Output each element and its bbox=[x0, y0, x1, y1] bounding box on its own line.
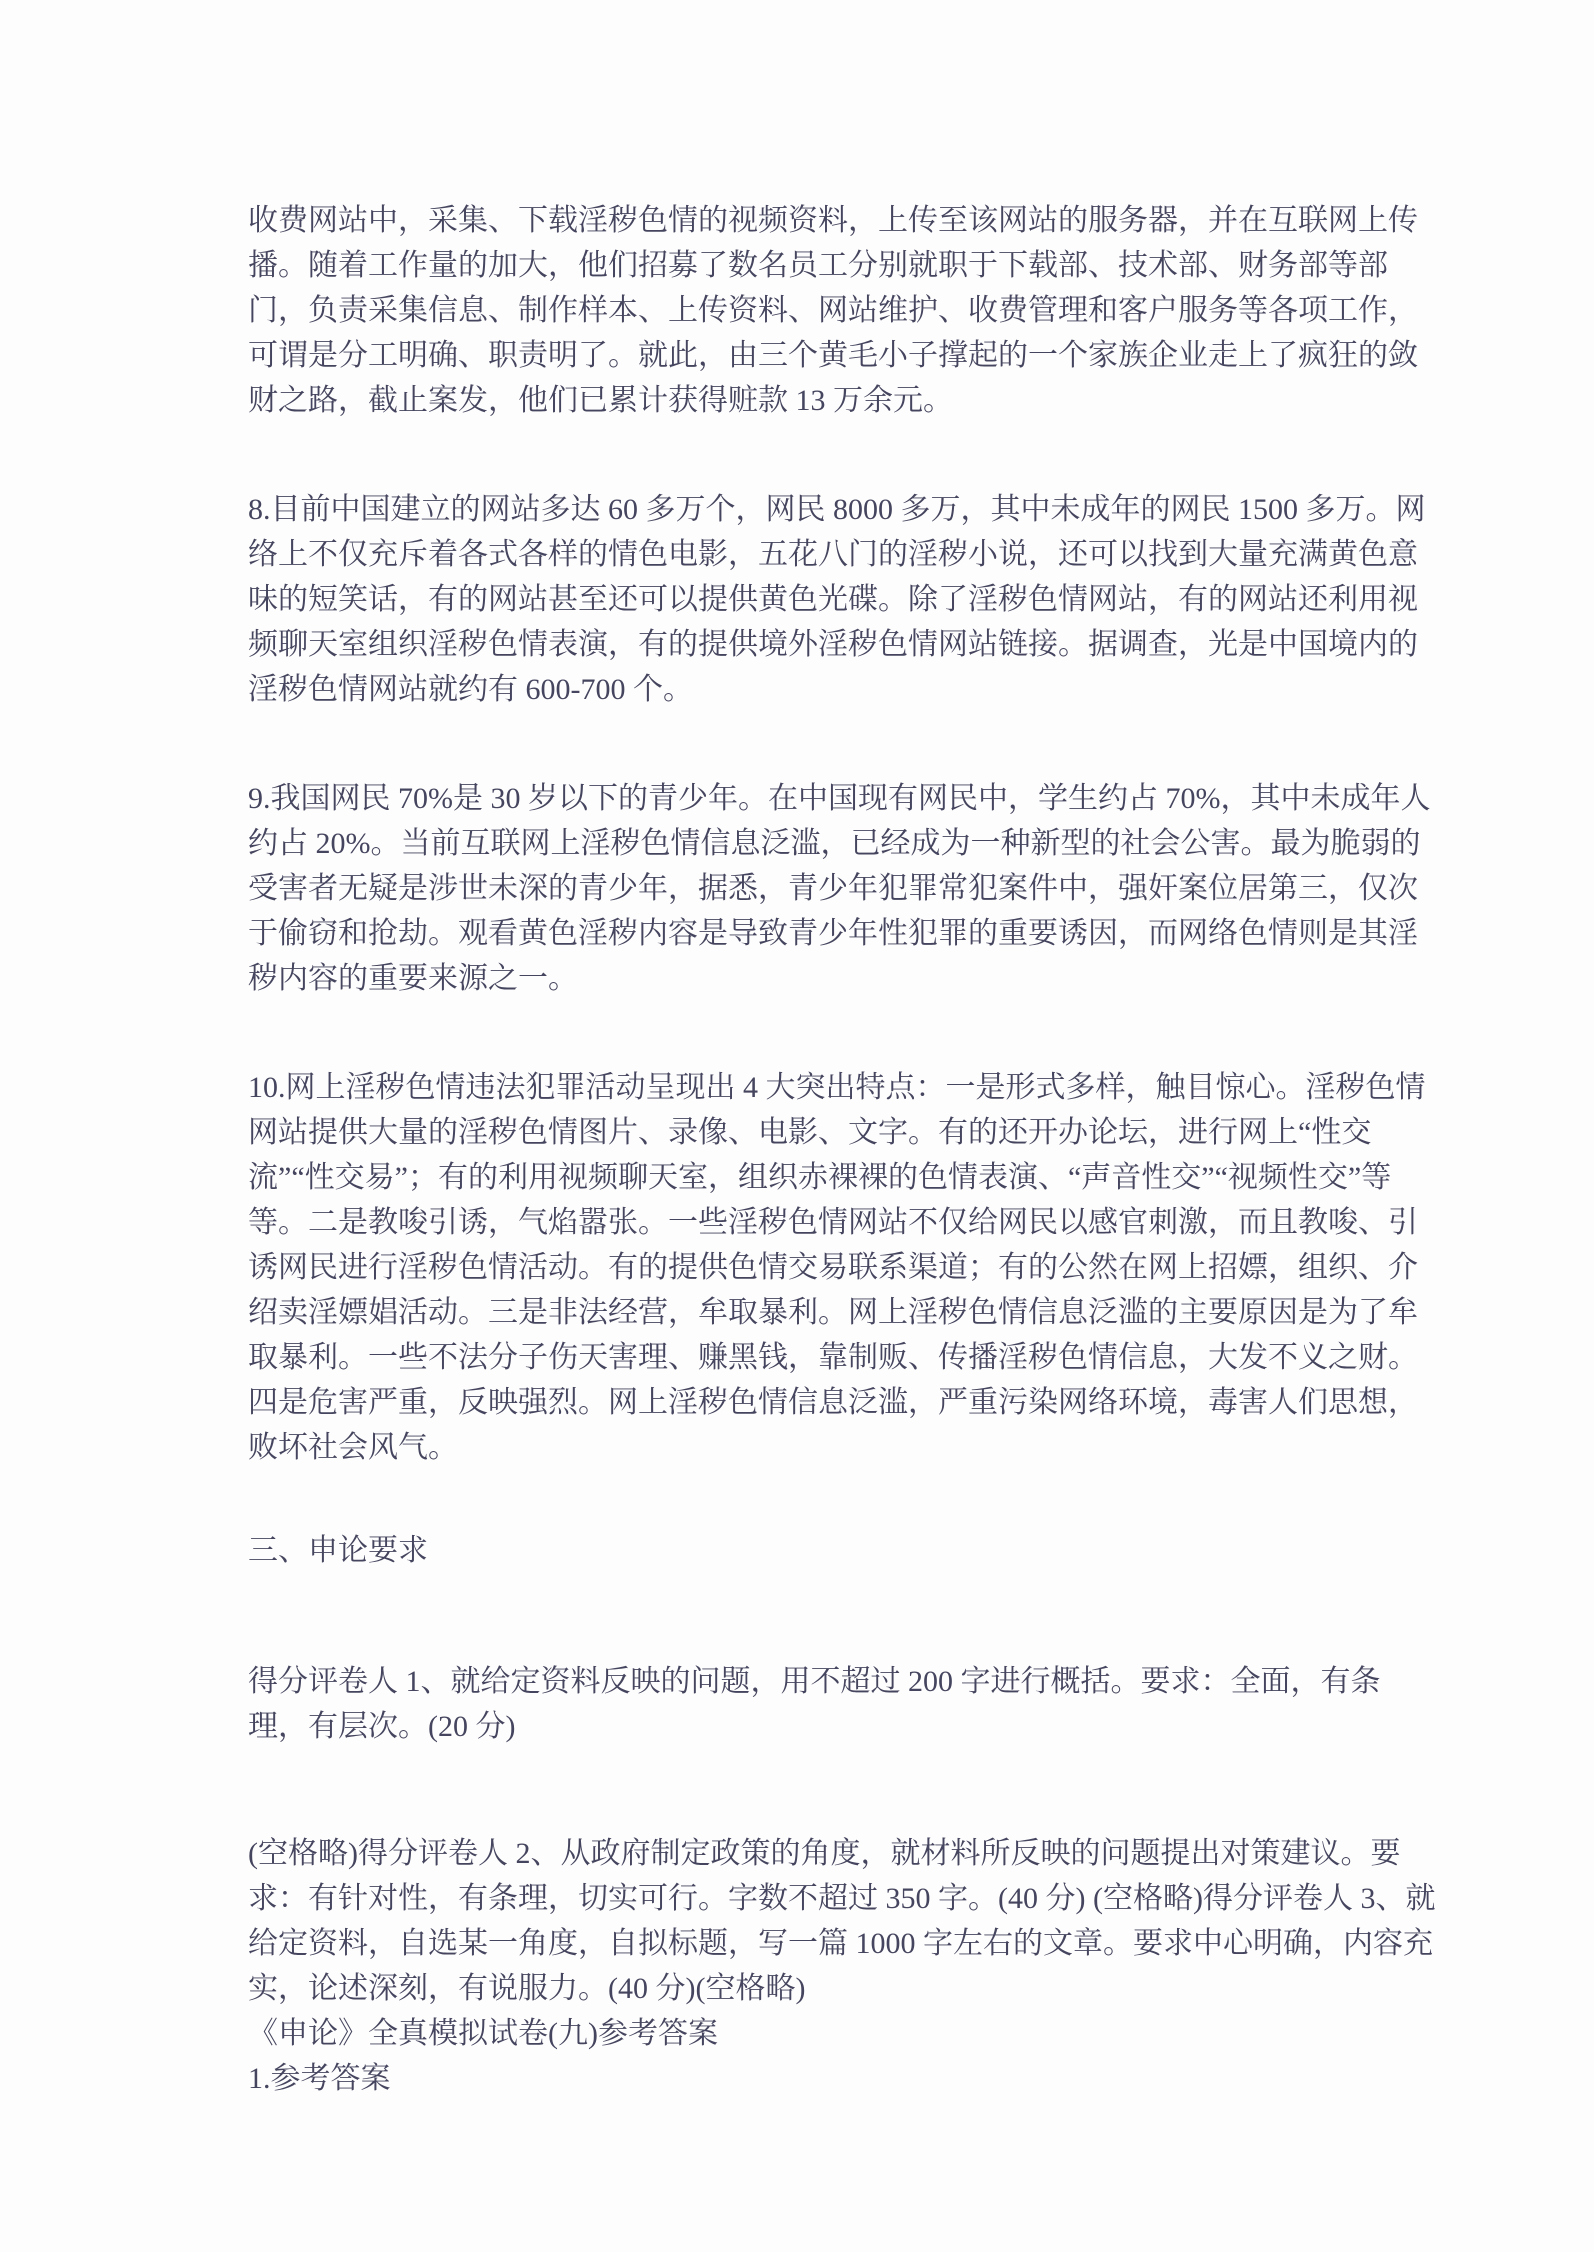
paragraph-material-9: 9.我国网民 70%是 30 岁以下的青少年。在中国现有网民中，学生约占 70%，其中未成年人约占 20%。当前互联网上淫秽色情信息泛滥，已经成为一种新型的社会公害。最为脆弱的受害者无疑是涉世未深的青少年，据悉，青少年犯罪常犯案件中，强奸案位居第三，仅次于偷窃和抢劫。观看黄色淫秽内容是导致青少年性犯罪的重要诱因，而网络色情则是其淫秽内容的重要来源之一。 bbox=[248, 782, 1431, 995]
document-content bbox=[248, 198, 1438, 2101]
answer-item-1-label: 1.参考答案 bbox=[248, 2062, 391, 2095]
paragraph-requirement-1: 得分评卷人 1、就给定资料反映的问题，用不超过 200 字进行概括。要求：全面，有条理，有层次。(20 分) bbox=[248, 1665, 1381, 1743]
paragraph-material-7-continued: 收费网站中，采集、下载淫秽色情的视频资料，上传至该网站的服务器，并在互联网上传播。随着工作量的加大，他们招募了数名员工分别就职于下载部、技术部、财务部等部门，负责采集信息、制作样本、上传资料、网站维护、收费管理和客户服务等各项工作，可谓是分工明确、职责明了。就此，由三个黄毛小子撑起的一个家族企业走上了疯狂的敛财之路，截止案发，他们已累计获得赃款 13 万余元。 bbox=[248, 204, 1418, 417]
section-heading-essay-requirements: 三、申论要求 bbox=[248, 1534, 428, 1567]
paragraph-material-8: 8.目前中国建立的网站多达 60 多万个，网民 8000 多万，其中未成年的网民 1500 多万。网络上不仅充斥着各式各样的情色电影，五花八门的淫秽小说，还可以找到大量充满黄色意味的短笑话，有的网站甚至还可以提供黄色光碟。除了淫秽色情网站，有的网站还利用视频聊天室组织淫秽色情表演，有的提供境外淫秽色情网站链接。据调查，光是中国境内的淫秽色情网站就约有 600-700 个。 bbox=[248, 493, 1426, 706]
answer-key-title: 《申论》全真模拟试卷(九)参考答案 bbox=[248, 2017, 718, 2050]
paragraph-requirements-2-3: (空格略)得分评卷人 2、从政府制定政策的角度，就材料所反映的问题提出对策建议。要求：有针对性，有条理，切实可行。字数不超过 350 字。(40 分) (空格略)得分评卷人 3、就给定资料，自选某一角度，自拟标题，写一篇 1000 字左右的文章。要求中心明确，内容充实，论述深刻，有说服力。(40 分)(空格略) bbox=[248, 1837, 1436, 2005]
paragraph-material-10: 10.网上淫秽色情违法犯罪活动呈现出 4 大突出特点：一是形式多样，触目惊心。淫秽色情网站提供大量的淫秽色情图片、录像、电影、文字。有的还开办论坛，进行网上“性交流”“性交易”；有的利用视频聊天室，组织赤裸裸的色情表演、“声音性交”“视频性交”等等。二是教唆引诱，气焰嚣张。一些淫秽色情网站不仅给网民以感官刺激，而且教唆、引诱网民进行淫秽色情活动。有的提供色情交易联系渠道；有的公然在网上招嫖，组织、介绍卖淫嫖娼活动。三是非法经营，牟取暴利。网上淫秽色情信息泛滥的主要原因是为了牟取暴利。一些不法分子伤天害理、赚黑钱，靠制贩、传播淫秽色情信息，大发不义之财。四是危害严重，反映强烈。网上淫秽色情信息泛滥，严重污染网络环境，毒害人们思想，败坏社会风气。 bbox=[248, 1071, 1426, 1464]
